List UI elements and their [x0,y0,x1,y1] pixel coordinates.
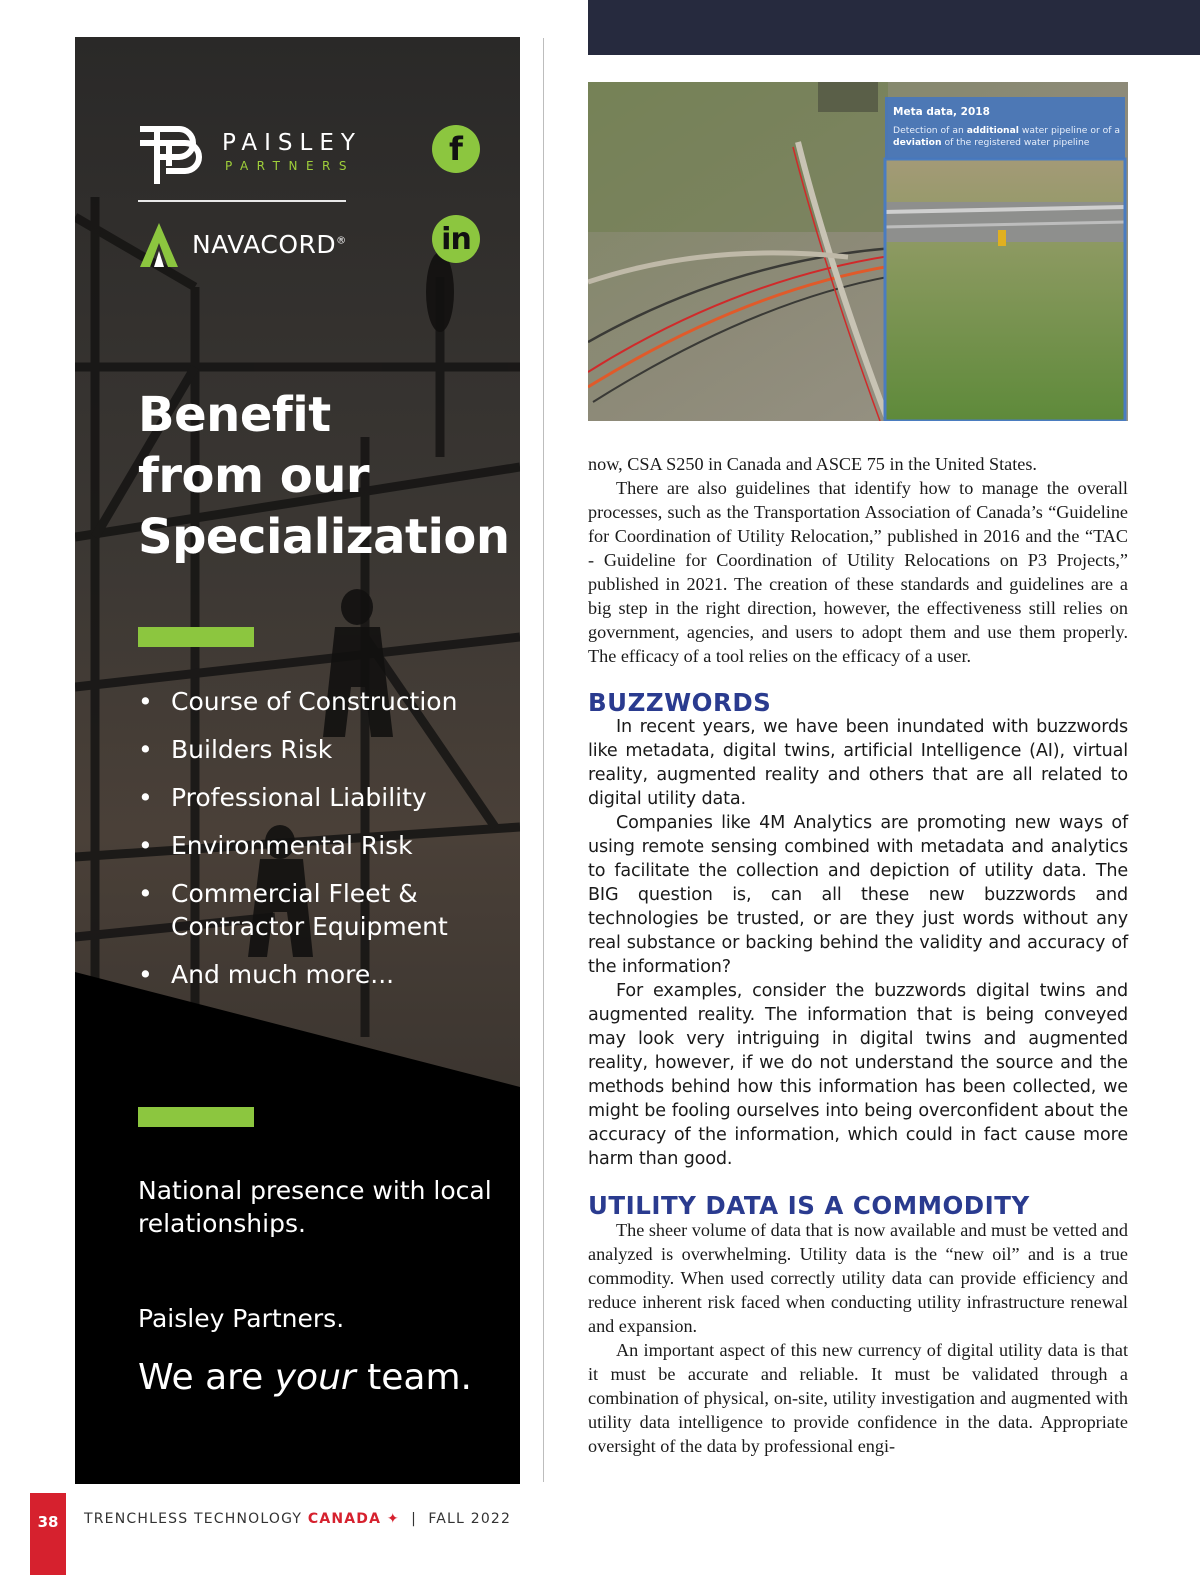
tagline-emphasis: your [274,1357,356,1398]
partner-name [192,230,347,259]
section-heading: UTILITY DATA IS A COMMODITY [588,1191,1030,1220]
callout-text: Detection of an [893,125,967,136]
brand-name: PAISLEY [222,130,362,156]
page-number-tab [30,1493,66,1575]
linkedin-icon[interactable]: in [432,215,480,263]
paragraph: now, CSA S250 in Canada and ASCE 75 in the United States. [588,454,1037,474]
section-heading: BUZZWORDS [588,688,772,717]
tagline [138,1355,472,1401]
page-number: 38 [37,1513,59,1531]
accent-bar [138,1107,254,1127]
logo-divider [138,200,346,202]
column-divider [543,38,544,1482]
list-item: • Professional Liability [138,781,513,814]
callout-bold-text: additional [966,125,1019,136]
callout-description [893,125,1121,149]
paragraph: An important aspect of this new currency of digital utility data is that it must be accurate and reliable. It must be validated through a combination of physical, on-site, utility investigation and augmented with utility data intelligence to provide confidence in the data. Appropriate oversight of the data by professional engi- [588,1340,1128,1456]
headline-line-3: Specialization [138,509,510,565]
facebook-icon[interactable]: f [432,125,480,173]
paragraph: In recent years, we have been inundated with buzzwords like metadata, digital twins, artificial Intelligence (AI), virtual reality, augmented reality and others that are all related to digital utility data. [588,717,1128,809]
list-item: • Environmental Risk [138,829,513,862]
list-item: • Course of Construction [138,685,513,718]
running-footer [84,1511,511,1527]
paragraph: There are also guidelines that identify how to manage the overall processes, such as the Transportation Association of Canada’s “Guideline for Coordination of Utility Relocation,” published in 2016 and the “TAC - Guideline for Coordination of Utility Relocations on P3 Projects,” published in 2021. The creation of these standards and guidelines are a big step in the right direction, however, the effectiveness still relies on government, agencies, and users to adopt them and use them properly. The efficacy of a tool relies on the efficacy of a user. [588,478,1128,666]
coverage-list [138,685,513,1006]
maple-leaf-icon: ✦ [386,1511,400,1527]
paragraph: The sheer volume of data that is now available and must be vetted and analyzed is overwhelming. Utility data is the “new oil” and is a true commodity. When used correctly utility data can provide efficiency and reduce inherent risk faced when conducting utility infrastructure renewal and expansion. [588,1220,1128,1336]
paisley-partners-logo-icon [139,123,205,185]
tagline-post: team. [355,1357,472,1398]
footer-separator: | [411,1511,417,1527]
accent-bar [138,627,254,647]
paragraph: For examples, consider the buzzwords digital twins and augmented reality. The information that is being conveyed may look very intriguing in digital twins and augmented reality, however, if we do not understand the source and the methods behind how this information has been collected, we might be fooling ourselves into being overconfident about the accuracy of the information, which could in fact cause more harm than good. [588,981,1128,1169]
presence-statement: National presence with local relationships. [138,1176,492,1238]
partner-name-text: NAVACORD [192,230,337,259]
article-body [588,452,1128,1458]
callout-bold-text: deviation [893,137,942,148]
list-item: • Commercial Fleet & Contractor Equipment [138,877,513,943]
list-item: • Builders Risk [138,733,513,766]
advertisement [75,37,520,1484]
headline-line-1: Benefit [138,387,331,443]
buzzwords-section [588,715,1128,1171]
navacord-logo-icon [138,221,180,269]
publication-country: CANADA [307,1511,382,1527]
closing-line: Paisley Partners. [138,1304,345,1333]
top-color-band [588,0,1200,55]
paragraph: Companies like 4M Analytics are promoting new ways of using remote sensing combined with metadata and analytics to facilitate the collection and depiction of utility data. The BIG question is, can all these new buzzwords and technologies be trusted, or are they just words without any real substance or backing behind the validity and accuracy of the information? [588,813,1128,977]
list-item: • And much more... [138,958,513,991]
headline-line-2: from our [138,448,370,504]
callout-text: of the registered water pipeline [941,137,1090,148]
registered-mark: ® [336,235,347,247]
aerial-photo [588,82,1128,421]
callout-text: water pipeline or of a [1018,125,1121,136]
ad-headline [138,385,508,568]
callout-title: Meta data, 2018 [893,106,990,118]
tagline-pre: We are [138,1357,275,1398]
brand-subtitle: PARTNERS [225,159,355,173]
issue-date: FALL 2022 [428,1511,512,1527]
metadata-callout [885,97,1125,159]
publication-name: TRENCHLESS TECHNOLOGY [84,1511,308,1527]
